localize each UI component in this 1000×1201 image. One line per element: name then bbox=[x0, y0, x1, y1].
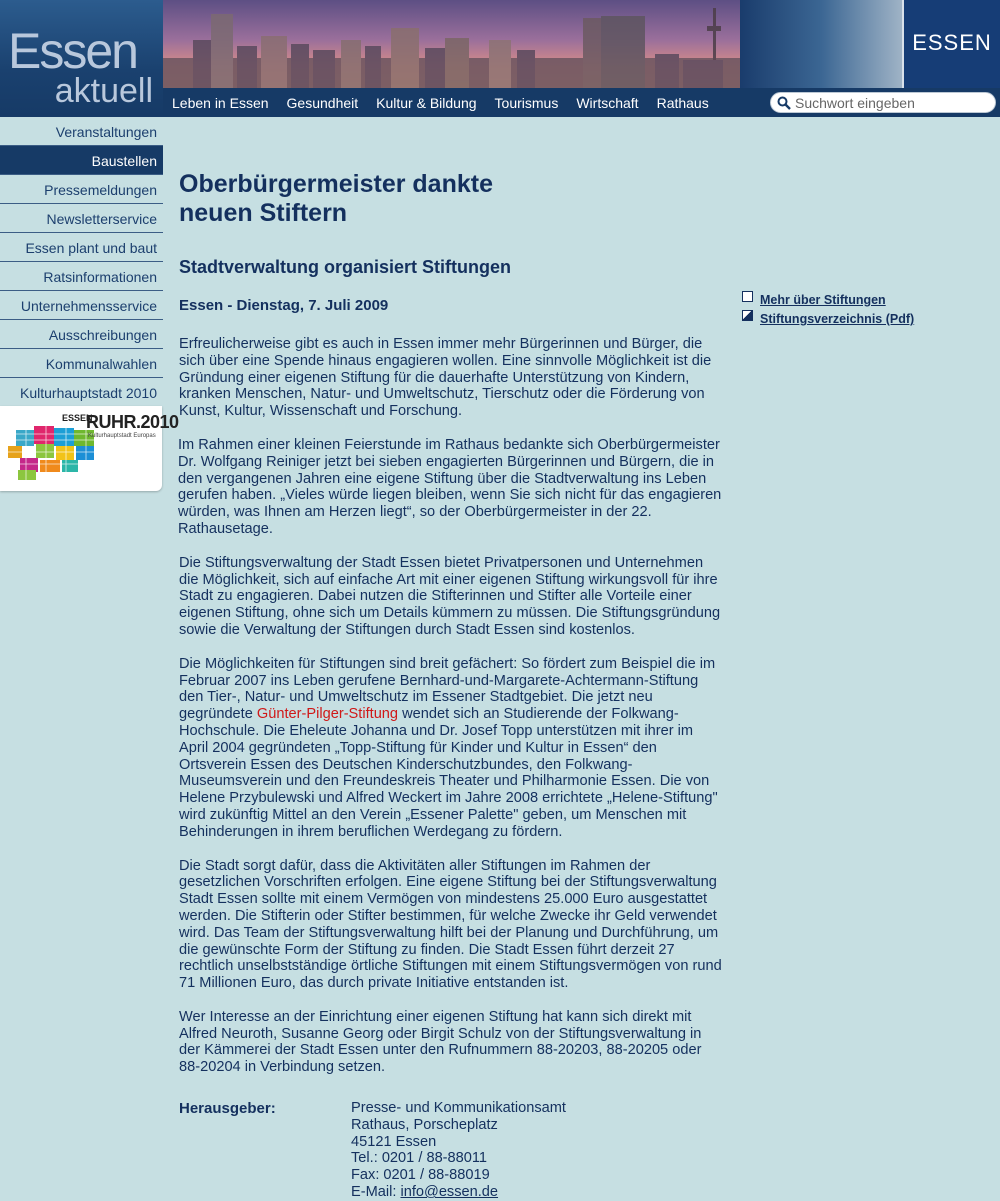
page-title bbox=[179, 170, 539, 228]
search-input[interactable] bbox=[795, 94, 990, 111]
highlighted-foundation-name: Günter-Pilger-Stiftung bbox=[256, 706, 399, 723]
email-link[interactable]: info@essen.de bbox=[400, 1184, 499, 1201]
article-paragraph-2: Im Rahmen einer kleinen Feierstunde im Rathaus bedankte sich Oberbürgermeister Dr. Wolfgang Reiniger jetzt bei sieben engagierten Bürgerinnen und Bürgern, die in den vergangenen Jahren eine eigene Stiftung über die Stadtverwaltung ins Leben gerufen haben. „Vieles würde liegen bleiben, wenn Sie sich nicht für das engagieren würden, was Ihnen am Herzen liegt“, so der Oberbürgermeister in der 22. Rathausetage. bbox=[178, 436, 722, 537]
nav-item-rathaus[interactable]: Rathaus bbox=[656, 94, 709, 111]
publisher-line: Rathaus, Porscheplatz bbox=[351, 1116, 498, 1133]
sidebar-item-ausschreibungen[interactable]: Ausschreibungen bbox=[0, 320, 163, 349]
paragraph-4-text-after: wendet sich an Studierende der Folkwang-Hochschule. Die Eheleute Johanna und Dr. Josef Topp unterstützen mit ihrer im April 2004 gegründeten „Topp-Stiftung für Kinder und Kultur in Essen“ den Ortsverein Essen des Deutschen Kinderschutzbundes, den Folkwang-Museumsverein und den Freundeskreis Theater und Philharmonie Essen. Die von Helene Przybulewski und Alfred Weckert im Jahre 2008 errichtete „Helene-Stiftung" wird zukünftig Mittel an den Verein „Essener Palette" geben, um Menschen mit Behinderungen in ihrem beruflichen Werdegang zu fördern. bbox=[179, 706, 718, 840]
sidebar-navigation bbox=[0, 117, 179, 439]
essen-aktuell-logo[interactable] bbox=[0, 0, 163, 117]
publisher-line: 45121 Essen bbox=[351, 1133, 437, 1150]
pdf-icon bbox=[742, 310, 753, 321]
article-paragraph-5: Die Stadt sorgt dafür, dass die Aktivitäten aller Stiftungen im Rahmen der gesetzlichen Vorschriften erfolgen. Eine eigene Stiftung bei der Stiftungsverwaltung Stadt Essen sollte mit einem Vermögen von mindestens 25.000 Euro ausgestattet werden. Die Stifterin oder Stifter bestimmen, für welche Zwecke ihr Geld verwendet wird. Das Team der Stiftungsverwaltung hilft bei der Planung und Durchführung, um die gewünschte Form der Stiftung zu finden. Die Stadt Essen führt derzeit 27 rechtlich unselbstständige örtliche Stiftungen mit einem Stiftungsvermögen von rund 71 Millionen Euro, das durch private Initiative entstanden ist. bbox=[179, 857, 722, 992]
sidebar-item-kommunalwahlen[interactable]: Kommunalwahlen bbox=[0, 349, 163, 378]
sidebar-item-baustellen[interactable]: Baustellen bbox=[0, 146, 163, 175]
sidebar-item-kulturhauptstadt-2010[interactable]: Kulturhauptstadt 2010 bbox=[20, 385, 157, 401]
sidebar-item-ratsinformationen[interactable]: Ratsinformationen bbox=[0, 262, 163, 291]
city-skyline-image bbox=[163, 0, 740, 88]
publisher-line: Tel.: 0201 / 88-88011 bbox=[351, 1150, 488, 1167]
article-paragraph-3: Die Stiftungsverwaltung der Stadt Essen bietet Privatpersonen und Unternehmen die Möglichkeit, sich auf einfache Art mit einer eigenen Stiftung wirkungsvoll für ihre Stadt zu engagieren. Dabei nutzen die Stifterinnen und Stifter alle Vorteile einer eigenen Stiftung, ohne sich um Details kümmern zu müssen. Die Stiftungsgründung sowie die Verwaltung der Stiftungen durch Stadt Essen sind kostenlos. bbox=[179, 554, 721, 638]
header-gradient-panel bbox=[740, 0, 902, 88]
email-label: E-Mail: bbox=[351, 1184, 401, 1201]
publisher-label: Herausgeber: bbox=[179, 1100, 276, 1118]
article-paragraph-4 bbox=[179, 656, 724, 841]
publisher-address bbox=[351, 1100, 566, 1201]
related-links bbox=[742, 291, 982, 329]
search-field[interactable] bbox=[770, 92, 996, 113]
paragraph-4-text-before: Die Möglichkeiten für Stiftungen sind breit gefächert: So fördert zum Beispiel die im Februar 2007 ins Leben gerufene Bernhard-und-Margarete-Achtermann-Stiftung den Tier-, Natur- und Umweltschutz im Essener Stadtgebiet. Die jetzt neu gegründete bbox=[179, 655, 716, 723]
publisher-line: Fax: 0201 / 88-88019 bbox=[351, 1167, 490, 1184]
main-navigation bbox=[163, 88, 740, 117]
sidebar-item-essen-plant-und-baut[interactable]: Essen plant und baut bbox=[0, 233, 163, 262]
sidebar-item-unternehmensservice[interactable]: Unternehmensservice bbox=[0, 291, 163, 320]
article-content bbox=[179, 170, 724, 1200]
nav-item-wirtschaft[interactable]: Wirtschaft bbox=[576, 94, 639, 111]
sidebar-item-newsletterservice[interactable]: Newsletterservice bbox=[0, 204, 163, 233]
sidebar-item-veranstaltungen[interactable]: Veranstaltungen bbox=[0, 117, 163, 146]
ruhr-banner-title: RUHR.2010 bbox=[86, 412, 179, 432]
stiftungsverzeichnis-pdf-link[interactable]: Stiftungsverzeichnis (Pdf) bbox=[760, 312, 915, 326]
brand-text: ESSEN bbox=[912, 30, 992, 55]
nav-item-tourismus[interactable]: Tourismus bbox=[494, 94, 559, 111]
ruhr-banner-subtitle: Kulturhauptstadt Europas bbox=[88, 433, 156, 439]
sidebar-item-pressemeldungen[interactable]: Pressemeldungen bbox=[0, 175, 163, 204]
essen-brand-logo[interactable] bbox=[902, 0, 1000, 88]
related-link-verzeichnis[interactable] bbox=[742, 310, 982, 329]
logo-text-aktuell: aktuell bbox=[54, 72, 153, 110]
article-dateline: Essen - Dienstag, 7. Juli 2009 bbox=[179, 297, 389, 314]
mehr-ueber-stiftungen-link[interactable]: Mehr über Stiftungen bbox=[760, 293, 886, 307]
publisher-line: Presse- und Kommunikationsamt bbox=[351, 1100, 566, 1117]
nav-item-gesundheit[interactable]: Gesundheit bbox=[286, 94, 359, 111]
page-title-line2: neuen Stiftern bbox=[179, 199, 348, 227]
nav-item-kultur-bildung[interactable]: Kultur & Bildung bbox=[376, 94, 477, 111]
ruhr-banner-essen: ESSEN bbox=[62, 413, 93, 423]
publisher-info bbox=[179, 1100, 724, 1200]
page-icon bbox=[742, 291, 753, 302]
related-link-stiftungen[interactable] bbox=[742, 291, 982, 310]
ruhr-2010-banner[interactable] bbox=[0, 406, 179, 491]
search-icon[interactable] bbox=[777, 96, 791, 110]
article-paragraph-1: Erfreulicherweise gibt es auch in Essen immer mehr Bürgerinnen und Bürger, die sich über eine Spende hinaus engagieren wollen. Eine sinnvolle Möglichkeit ist die Gründung einer eigenen Stiftung für die dauerhafte Unterstützung von Kindern, kranken Menschen, Natur- und Umweltschutz, Tierschutz oder die Förderung von Kunst, Kultur, Wissenschaft und Forschung. bbox=[179, 336, 712, 420]
article-paragraph-6: Wer Interesse an der Einrichtung einer eigenen Stiftung hat kann sich direkt mit Alfred Neuroth, Susanne Georg oder Birgit Schulz von der Stiftungsverwaltung in der Kämmerei der Stadt Essen unter den Rufnummern 88-20203, 88-20205 oder 88-20204 in Verbindung setzen. bbox=[179, 1008, 702, 1076]
article-subtitle: Stadtverwaltung organisiert Stiftungen bbox=[179, 257, 512, 277]
nav-item-leben-in-essen[interactable]: Leben in Essen bbox=[172, 94, 269, 111]
logo-text-essen: Essen bbox=[8, 23, 137, 79]
page-title-line1: Oberbürgermeister dankte bbox=[179, 170, 493, 198]
page-header bbox=[0, 0, 1000, 117]
search-area bbox=[740, 88, 1000, 117]
publisher-email-line bbox=[351, 1184, 566, 1201]
